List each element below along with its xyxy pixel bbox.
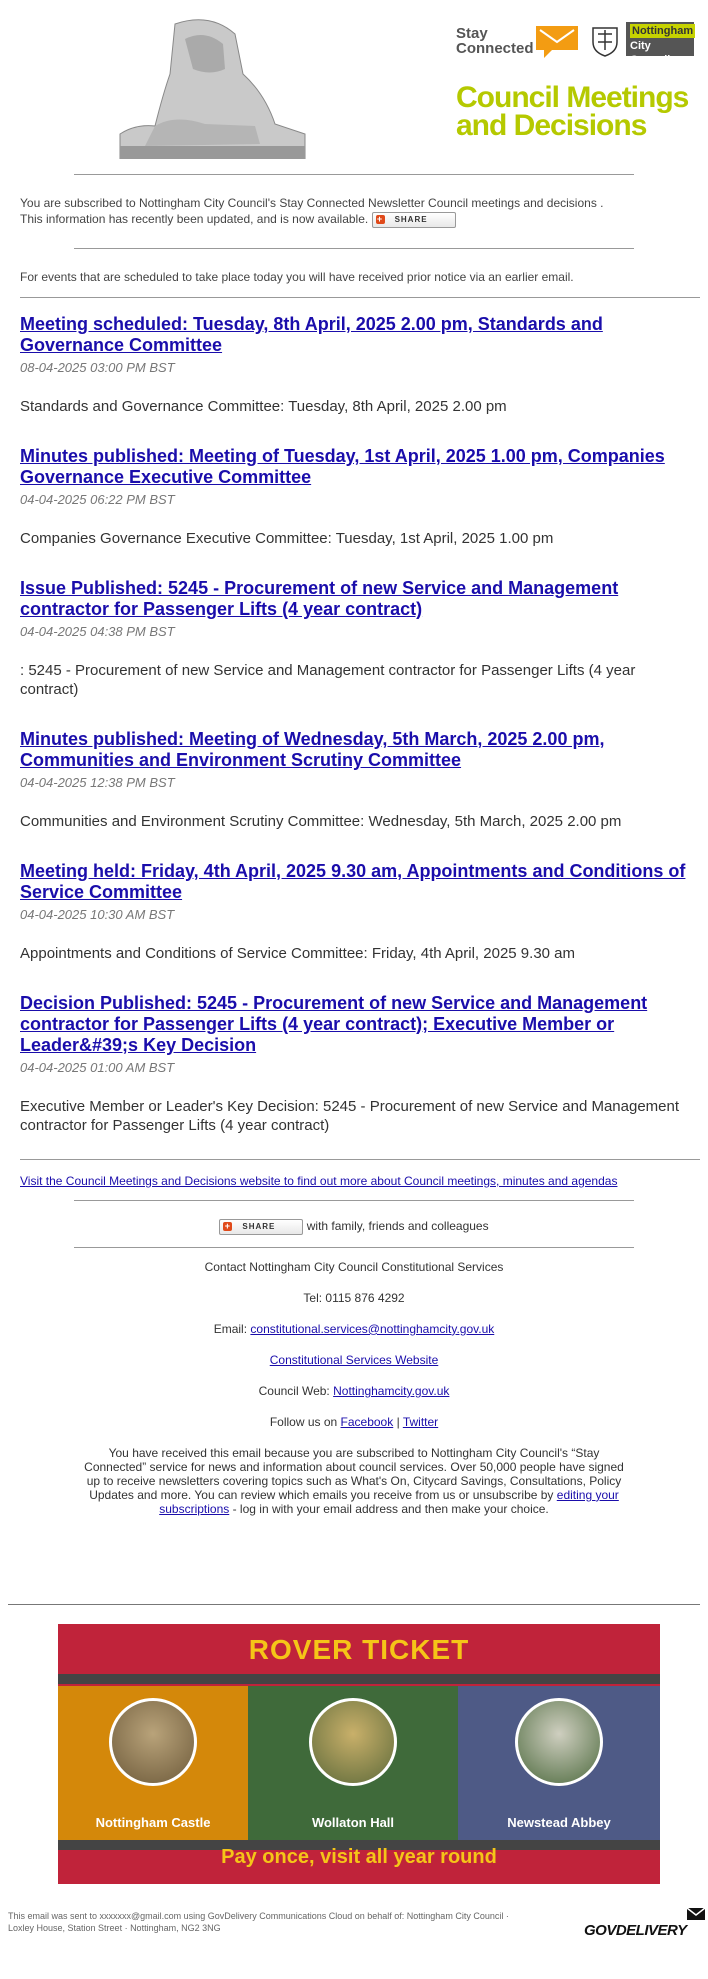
envelope-icon: [686, 1906, 706, 1922]
panel-newstead-abbey: Newstead Abbey: [458, 1686, 660, 1840]
follow-us: Follow us on Facebook | Twitter: [269, 1414, 439, 1429]
divider: [20, 297, 700, 298]
item-description: : 5245 - Procurement of new Service and Management contractor for Passenger Lifts (4 year contract): [20, 661, 636, 698]
contact-website: [0, 1353, 708, 1367]
item-date: 04-04-2025 12:38 PM BST: [20, 774, 175, 790]
twitter-link[interactable]: Twitter: [402, 1414, 439, 1429]
share-footer: + SHARE with family, friends and colleagues: [0, 1219, 708, 1235]
govdelivery-logo[interactable]: GOVDELIVERY: [584, 1922, 687, 1939]
item-title-link[interactable]: Minutes published: Meeting of Tuesday, 1st April, 2025 1.00 pm, Companies Governance Executive Committee: [20, 445, 665, 487]
item-description: Communities and Environment Scrutiny Committee: Wednesday, 5th March, 2025 2.00 pm: [20, 812, 622, 830]
item-date: 04-04-2025 10:30 AM BST: [20, 906, 175, 922]
hall-photo: [309, 1698, 397, 1786]
plus-icon: +: [376, 213, 384, 224]
rover-ticket-banner[interactable]: [58, 1624, 660, 1884]
list-item: [0, 446, 708, 548]
council-logo: Nottingham City Council: [626, 22, 694, 56]
email-link[interactable]: constitutional.services@nottinghamcity.gov.uk: [250, 1321, 495, 1336]
contact-section: [0, 1260, 708, 1516]
abbey-photo: [515, 1698, 603, 1786]
list-item: [0, 314, 708, 416]
stay-connected-logo: Stay Connected: [456, 25, 534, 57]
item-title-link[interactable]: Meeting held: Friday, 4th April, 2025 9.30 am, Appointments and Conditions of Service Committee: [20, 860, 686, 902]
council-crest-icon: [588, 24, 622, 58]
page-title: Council Meetings and Decisions: [456, 81, 689, 142]
banner-title: ROVER TICKET: [248, 1634, 470, 1665]
header: [0, 0, 708, 170]
list-item: [0, 578, 708, 699]
contact-heading: Contact Nottingham City Council Constitutional Services: [204, 1259, 504, 1274]
disclaimer: You have received this email because you are subscribed to Nottingham City Council's “Stay Connected” service for news and information about council services. Over 50,000 people have signed up to receive newsletters covering topics such as What's On, Citycard Savings, Consultations, Policy Updates and more. You can review which emails you receive from us or unsubscribe by editing your subscriptions - log in with your email address and then make your choice.: [84, 1445, 624, 1516]
item-description: Standards and Governance Committee: Tuesday, 8th April, 2025 2.00 pm: [20, 397, 507, 415]
item-title-link[interactable]: Decision Published: 5245 - Procurement of new Service and Management contractor for Passenger Lifts (4 year contract); Executive Member or Leader&#39;s Key Decision: [20, 992, 648, 1055]
divider: [74, 174, 634, 175]
panel-nottingham-castle: Nottingham Castle: [58, 1686, 248, 1840]
divider: [74, 248, 634, 249]
edit-subscriptions-link[interactable]: editing your subscriptions: [159, 1487, 619, 1516]
divider: [74, 1247, 634, 1248]
council-web: Council Web: Nottinghamcity.gov.uk: [258, 1383, 450, 1398]
divider: [20, 1159, 700, 1160]
contact-email: Email: constitutional.services@nottinghamcity.gov.uk: [213, 1321, 495, 1336]
council-web-link[interactable]: Nottinghamcity.gov.uk: [333, 1383, 450, 1398]
castle-photo: [109, 1698, 197, 1786]
item-title-link[interactable]: Minutes published: Meeting of Wednesday, 5th March, 2025 2.00 pm, Communities and Environment Scrutiny Committee: [20, 728, 605, 770]
share-button[interactable]: + SHARE: [372, 212, 456, 228]
decorative-strip: [58, 1674, 660, 1684]
item-date: 04-04-2025 04:38 PM BST: [20, 623, 175, 639]
events-notice: For events that are scheduled to take place today you will have received prior notice via an earlier email.: [20, 269, 574, 284]
item-description: Executive Member or Leader's Key Decision: 5245 - Procurement of new Service and Management contractor for Passenger Lifts (4 year contract): [20, 1097, 680, 1134]
share-button[interactable]: + SHARE: [219, 1219, 303, 1235]
item-description: Appointments and Conditions of Service Committee: Friday, 4th April, 2025 9.30 am: [20, 944, 576, 962]
item-date: 04-04-2025 06:22 PM BST: [20, 491, 175, 507]
lion-statue-image: [115, 14, 311, 159]
divider: [74, 1200, 634, 1201]
list-item: [0, 861, 708, 963]
item-description: Companies Governance Executive Committee: Tuesday, 1st April, 2025 1.00 pm: [20, 529, 554, 547]
item-title-link[interactable]: Meeting scheduled: Tuesday, 8th April, 2025 2.00 pm, Standards and Governance Committee: [20, 313, 603, 355]
item-date: 08-04-2025 03:00 PM BST: [20, 359, 175, 375]
list-item: [0, 729, 708, 831]
list-item: [0, 993, 708, 1135]
item-date: 04-04-2025 01:00 AM BST: [20, 1059, 175, 1075]
items-list: [0, 314, 708, 1135]
facebook-link[interactable]: Facebook: [340, 1414, 394, 1429]
intro-text: You are subscribed to Nottingham City Council's Stay Connected Newsletter Council meetings and decisions . This information has recently been updated, and is now available. + SHARE: [20, 196, 604, 226]
contact-tel: Tel: 0115 876 4292: [303, 1290, 405, 1305]
banner-tagline: Pay once, visit all year round: [221, 1846, 497, 1868]
visit-website-link[interactable]: Visit the Council Meetings and Decisions website to find out more about Council meetings, minutes and agendas: [20, 1173, 618, 1188]
panel-wollaton-hall: Wollaton Hall: [248, 1686, 458, 1840]
constitutional-website-link[interactable]: Constitutional Services Website: [269, 1352, 439, 1367]
item-title-link[interactable]: Issue Published: 5245 - Procurement of new Service and Management contractor for Passenger Lifts (4 year contract): [20, 577, 619, 619]
envelope-icon: [534, 22, 580, 60]
footer-note: This email was sent to xxxxxxx@gmail.com using GovDelivery Communications Cloud on behalf of: Nottingham City Council · Loxley House, Station Street · Nottingham, NG2 3NG: [8, 1911, 509, 1933]
plus-icon: +: [224, 1220, 232, 1231]
divider: [8, 1604, 700, 1605]
